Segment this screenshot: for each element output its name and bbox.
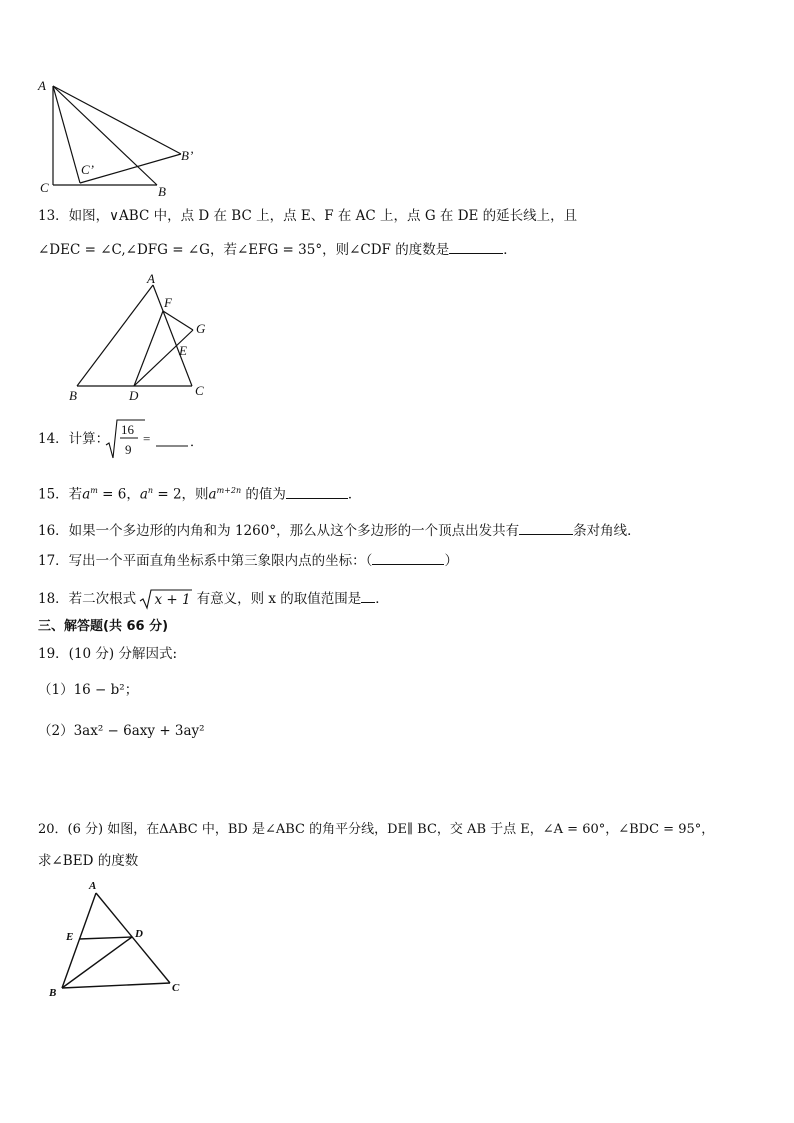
- seg-BC: [62, 983, 170, 988]
- q15-sup2: n: [147, 486, 154, 495]
- q19-part1: （1）16 − b²；: [38, 682, 139, 698]
- q15-suffix: 的值为: [241, 486, 286, 503]
- label-C-prime: C’: [81, 162, 94, 177]
- label-C: C: [172, 982, 180, 994]
- label-A: A: [147, 271, 155, 286]
- q14-prefix: 14．计算：: [38, 431, 110, 447]
- q14-equals: =: [143, 431, 151, 446]
- q20-line2: 求∠BED 的度数: [38, 853, 139, 869]
- q18-suffix: 有意义，则 x 的取值范围是: [196, 591, 362, 607]
- seg-ED: [79, 937, 132, 939]
- q13-line2-text: ∠DEC = ∠C,∠DFG = ∠G，若∠EFG = 35°，则∠CDF 的度数是: [38, 242, 450, 258]
- q20-line1: 20．(6 分) 如图，在ΔABC 中，BD 是∠ABC 的角平分线，DE∥ BC，交 AB 于点 E，∠A = 60°，∠BDC = 95°，: [38, 822, 715, 837]
- q14-numerator: 16: [121, 422, 134, 437]
- label-A: A: [38, 78, 46, 93]
- q15-a2: a: [139, 486, 148, 503]
- q16-text: 16．如果一个多边形的内角和为 1260°，那么从这个多边形的一个顶点出发共有: [38, 523, 520, 539]
- q18-prefix: 18．若二次根式: [38, 591, 137, 607]
- label-C: C: [40, 180, 49, 195]
- q19-part2: （2）3ax² − 6axy + 3ay²: [38, 723, 205, 739]
- label-B: B: [69, 388, 77, 403]
- q15-prefix: 15．若: [38, 486, 83, 503]
- q19-title: 19．(10 分) 分解因式:: [38, 646, 178, 662]
- label-E: E: [179, 343, 187, 358]
- q15-sup1: m: [90, 486, 98, 495]
- label-D: D: [129, 388, 139, 403]
- label-D: D: [135, 928, 143, 940]
- label-G: G: [196, 321, 206, 336]
- q17-end: ）: [444, 553, 458, 569]
- q15-a3: a: [208, 486, 217, 503]
- q13-line1: 13．如图，∨ABC 中，点 D 在 BC 上，点 E、F 在 AC 上，点 G 在 DE 的延长线上，且: [38, 208, 578, 224]
- q15-a1: a: [82, 486, 91, 503]
- q18-radicand: x + 1: [154, 591, 191, 608]
- label-C: C: [195, 383, 204, 398]
- label-B: B: [158, 184, 166, 199]
- q16-suffix: 条对角线．: [573, 523, 641, 539]
- q14-end: ．: [190, 434, 204, 449]
- q14-denominator: 9: [125, 442, 132, 457]
- label-B-prime: B’: [181, 148, 194, 163]
- q13-end: ．: [503, 242, 517, 258]
- seg-BD: [62, 937, 132, 988]
- q15-sup3: m+2n: [216, 486, 242, 495]
- q18-end: ．: [375, 591, 389, 607]
- q15-end: ．: [347, 486, 362, 503]
- label-E: E: [66, 931, 74, 943]
- label-A: A: [89, 880, 97, 892]
- q15-mid1: = 6，: [97, 486, 140, 503]
- section-3-heading: 三、解答题(共 66 分): [38, 619, 169, 634]
- q17-text: 17．写出一个平面直角坐标系中第三象限内点的坐标：（: [38, 553, 373, 569]
- label-F: F: [164, 295, 172, 310]
- q15-mid2: = 2，则: [153, 486, 209, 503]
- label-B: B: [49, 987, 57, 999]
